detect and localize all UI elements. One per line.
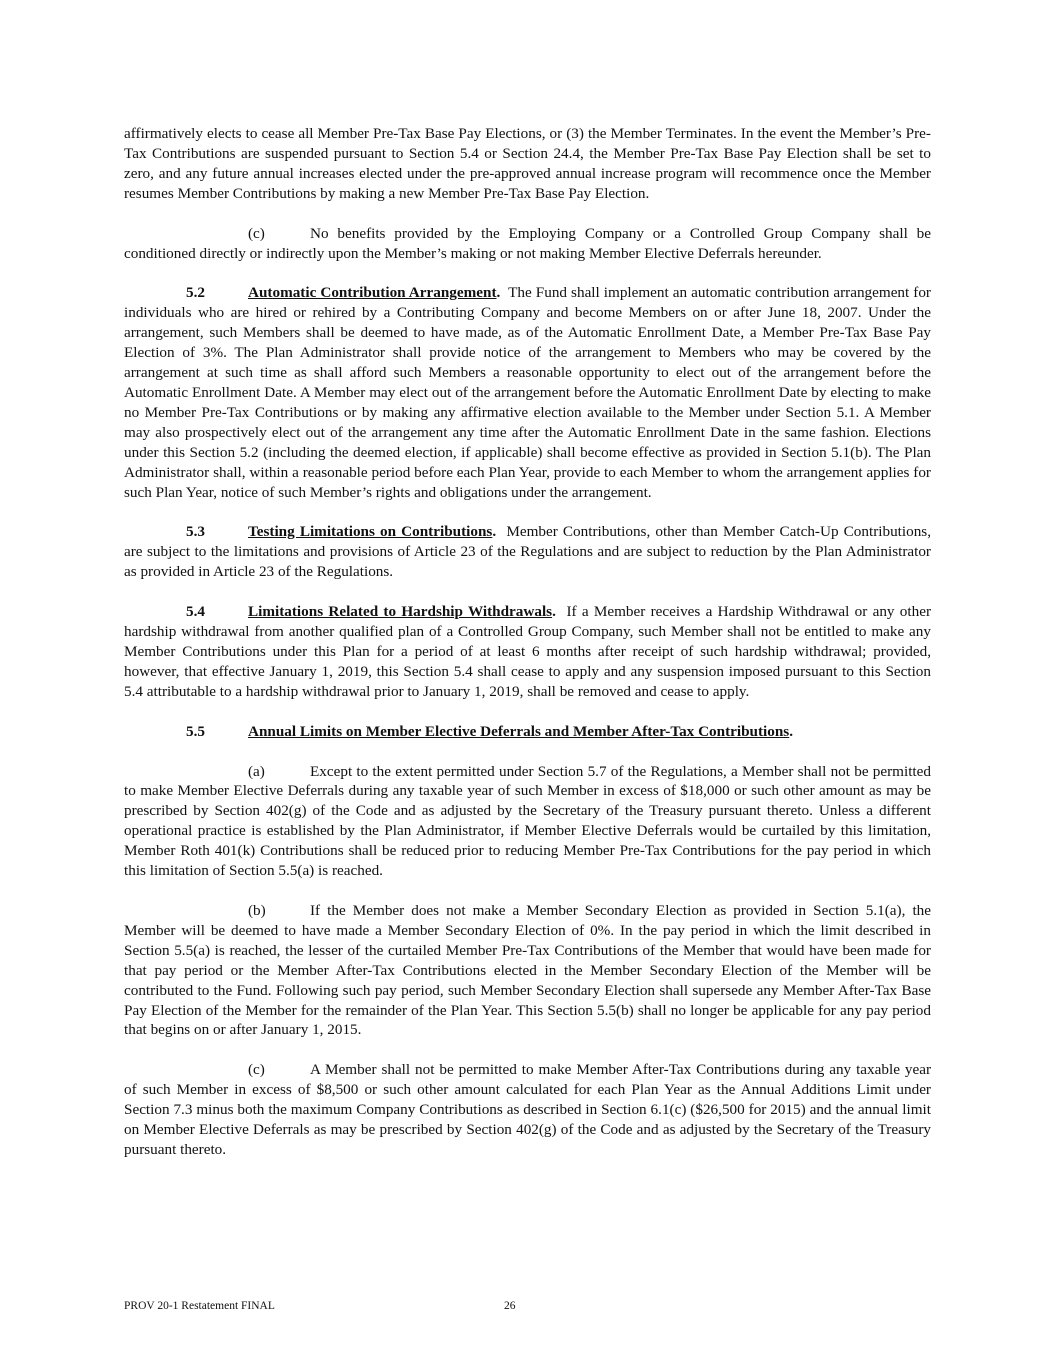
subsection-c-2 <box>124 1060 931 1160</box>
subsection-text: If the Member does not make a Member Secondary Election as provided in Section 5.1(a), the Member will be deemed to have made a Member Secondary Election of 0%. In the pay period in which the limit described in Section 5.5(a) is reached, the lesser of the curtailed Member Pre-Tax Contributions of the Member that would have been made for that pay period or the Member After-Tax Contributions elected in the Member Secondary Election of the Member will be contributed to the Fund. Following such pay period, such Member Secondary Election shall supersede any Member After-Tax Base Pay Election of the Member for the remainder of the Plan Year. This Section 5.5(b) shall no longer be applicable for any pay period that begins on or after January 1, 2015. <box>124 902 931 1039</box>
subsection-c <box>124 224 931 264</box>
section-number: 5.4 <box>186 603 205 621</box>
subsection-label: (c) <box>248 224 265 242</box>
paragraph-continued: affirmatively elects to cease all Member Pre-Tax Base Pay Elections, or (3) the Member Terminates. In the event the Member’s Pre-Tax Contributions are suspended pursuant to Section 5.4 or Section 24.4, the Member Pre-Tax Base Pay Election shall be set to zero, and any future annual increases elected under the pre-approved annual increase program will recommence once the Member resumes Member Contributions by making a new Member Pre-Tax Base Pay Election. <box>124 125 931 202</box>
subsection-label: (b) <box>248 902 266 919</box>
section-number: 5.3 <box>186 523 205 541</box>
subsection-text: A Member shall not be permitted to make Member After-Tax Contributions during any taxable year of such Member in excess of $8,500 or such other amount calculated for each Plan Year as the Annual Additions Limit under Section 7.3 minus both the maximum Company Contributions as described in Section 6.1(c) ($26,500 for 2015) and the annual limit on Member Elective Deferrals as may be prescribed by Section 402(g) of the Code and as adjusted by the Secretary of the Treasury pursuant thereto. <box>124 1061 931 1158</box>
subsection-label: (c) <box>248 1061 265 1079</box>
subsection-a <box>124 762 931 881</box>
section-text: If a Member receives a Hardship Withdrawal or any other hardship withdrawal from another qualified plan of a Controlled Group Company, such Member shall not be entitled to make any Member Contributions under this Plan for a period of at least 6 months after receipt of such hardship withdrawal; provided, however, that effective January 1, 2019, this Section 5.4 shall cease to apply and any suspension imposed pursuant to this Section 5.4 attributable to a hardship withdrawal prior to January 1, 2019, shall be removed and cease to apply. <box>124 603 932 700</box>
footer-document-id: PROV 20-1 Restatement FINAL <box>124 1300 275 1312</box>
section-number: 5.5 <box>186 722 205 740</box>
footer-page-number: 26 <box>504 1300 516 1312</box>
subsection-label: (a) <box>248 762 265 780</box>
section-5-5-heading: 5.5 Annual Limits on Member Elective Deferrals and Member After-Tax Contributions. <box>186 722 794 740</box>
section-5-2: 5.2 Automatic Contribution Arrangement. The Fund shall implement an automatic contribution arrangement for individuals who are hired or rehired by a Contributing Company and become Members on or after June 18, 2007. Under the arrangement, such Members shall be deemed to have made, as of the Automatic Enrollment Date, a Member Pre-Tax Base Pay Election of 3%. The Plan Administrator shall provide notice of the arrangement to Members who may be covered by the arrangement at such time as shall afford such Members a reasonable opportunity to elect out of the arrangement before the Automatic Enrollment Date. A Member may elect out of the arrangement before the Automatic Enrollment Date by electing to make no Member Pre-Tax Contributions or by making any affirmative election available to the Member under Section 5.1. A Member may also prospectively elect out of the arrangement any time after the Automatic Enrollment Date in the same fashion. Elections under this Section 5.2 (including the deemed election, if applicable) shall become effective as provided in Section 5.1(b). The Plan Administrator shall, within a reasonable period before each Plan Year, provide to each Member to whom the arrangement applies for such Plan Year, notice of such Member’s rights and obligations under the arrangement. <box>124 284 931 501</box>
subsection-text: No benefits provided by the Employing Company or a Controlled Group Company shall be conditioned directly or indirectly upon the Member’s making or not making Member Elective Deferrals hereunder. <box>124 224 931 262</box>
section-text: Member Contributions, other than Member Catch-Up Contributions, are subject to the limitations and provisions of Article 23 of the Regulations and are subject to reduction by the Plan Administrator as provided in Article 23 of the Regulations. <box>124 523 931 581</box>
document-body <box>124 124 931 1180</box>
section-5-4: 5.4 Limitations Related to Hardship Withdrawals. If a Member receives a Hardship Withdrawal or any other hardship withdrawal from another qualified plan of a Controlled Group Company, such Member shall not be entitled to make any Member Contributions under this Plan for a period of at least 6 months after receipt of such hardship withdrawal; provided, however, that effective January 1, 2019, this Section 5.4 shall cease to apply and any suspension imposed pursuant to this Section 5.4 attributable to a hardship withdrawal prior to January 1, 2019, shall be removed and cease to apply. <box>124 603 932 700</box>
subsection-b <box>124 901 931 1040</box>
section-5-3: 5.3 Testing Limitations on Contributions. Member Contributions, other than Member Catch-Up Contributions, are subject to the limitations and provisions of Article 23 of the Regulations and are subject to reduction by the Plan Administrator as provided in Article 23 of the Regulations. <box>124 523 931 581</box>
section-title: Limitations Related to Hardship Withdrawals <box>248 603 553 621</box>
section-title: Annual Limits on Member Elective Deferrals and Member After-Tax Contributions <box>248 722 790 740</box>
section-title: Testing Limitations on Contributions <box>248 523 493 541</box>
subsection-text: Except to the extent permitted under Section 5.7 of the Regulations, a Member shall not be permitted to make Member Elective Deferrals during any taxable year of such Member in excess of $18,000 or such other amount as may be prescribed by Section 402(g) of the Code and as adjusted by the Secretary of the Treasury pursuant thereto. Unless a different operational practice is established by the Plan Administrator, if Member Elective Deferrals would be curtailed by this limitation, Member Roth 401(k) Contributions shall be reduced prior to reducing Member Pre-Tax Contributions for the pay period in which this limitation of Section 5.5(a) is reached. <box>124 762 931 880</box>
section-title: Automatic Contribution Arrangement <box>248 284 497 302</box>
section-text: The Fund shall implement an automatic contribution arrangement for individuals who are hired or rehired by a Contributing Company and become Members on or after June 18, 2007. Under the arrangement, such Members shall be deemed to have made, as of the Automatic Enrollment Date, a Member Pre-Tax Base Pay Election of 3%. The Plan Administrator shall provide notice of the arrangement to Members who may be covered by the arrangement at such time as shall afford such Members a reasonable opportunity to elect out of the arrangement before the Automatic Enrollment Date. A Member may elect out of the arrangement before the Automatic Enrollment Date by electing to make no Member Pre-Tax Contributions or by making any affirmative election available to the Member under Section 5.1. A Member may also prospectively elect out of the arrangement any time after the Automatic Enrollment Date in the same fashion. Elections under this Section 5.2 (including the deemed election, if applicable) shall become effective as provided in Section 5.1(b). The Plan Administrator shall, within a reasonable period before each Plan Year, provide to each Member to whom the arrangement applies for such Plan Year, notice of such Member’s rights and obligations under the arrangement. <box>124 284 931 501</box>
section-number: 5.2 <box>186 284 205 302</box>
